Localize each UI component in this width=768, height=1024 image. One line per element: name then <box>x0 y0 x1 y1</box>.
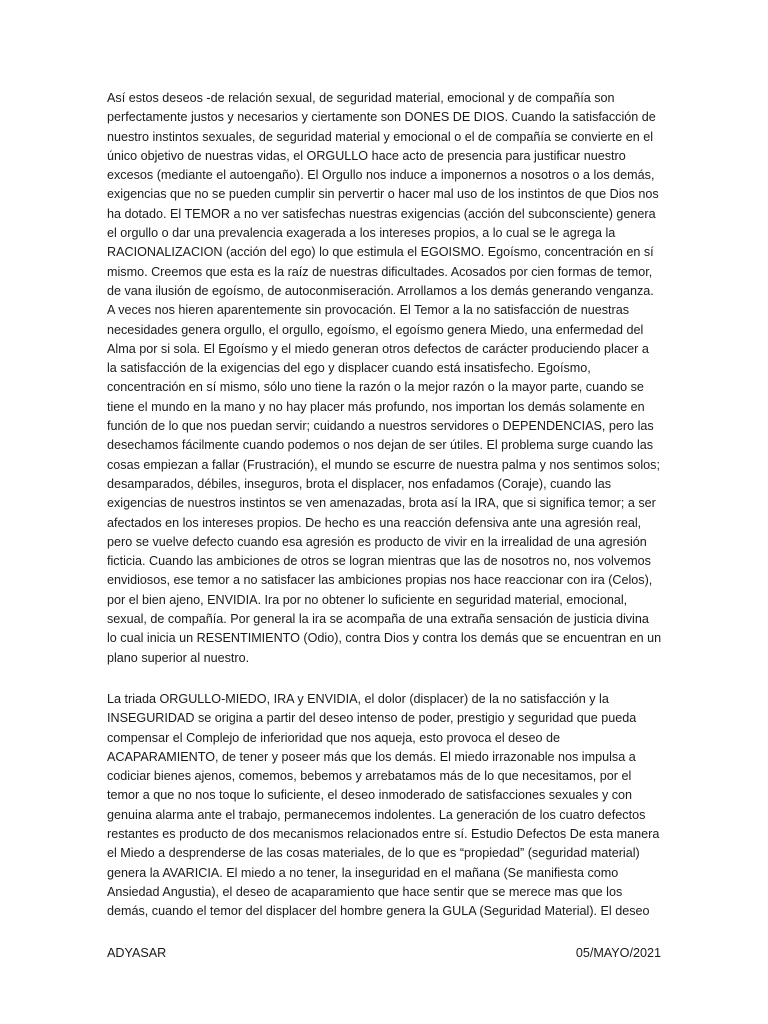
body-paragraph-1: Así estos deseos -de relación sexual, de seguridad material, emocional y de compañía son perfectamente justos y necesarios y ciertamente son DONES DE DIOS. Cuando la satisfacción de nuestro instintos sexuales, de seguridad material y emocional o el de compañía se convierte en el único objetivo de nuestras vidas, el ORGULLO hace acto de presencia para justificar nuestro excesos (mediante el autoengaño). El Orgullo nos induce a imponernos a nosotros o a los demás, exigencias que no se pueden cumplir sin pervertir o hacer mal uso de los instintos de que Dios nos ha dotado. El TEMOR a no ver satisfechas nuestras exigencias (acción del subconsciente) genera el orgullo o dar una prevalencia exagerada a los intereses propios, a lo cual se le agrega la RACIONALIZACION (acción del ego) lo que estimula el EGOISMO. Egoísmo, concentración en sí mismo. Creemos que esta es la raíz de nuestras dificultades. Acosados por cien formas de temor, de vana ilusión de egoísmo, de autoconmiseración. Arrollamos a los demás generando venganza. A veces nos hieren aparentemente sin provocación. El Temor a la no satisfacción de nuestras necesidades genera orgullo, el orgullo, egoísmo, el egoísmo genera Miedo, una enfermedad del Alma por si sola. El Egoísmo y el miedo generan otros defectos de carácter produciendo placer a la satisfacción de la exigencias del ego y displacer cuando está insatisfecho. Egoísmo, concentración en sí mismo, sólo uno tiene la razón o la mejor razón o la mayor parte, cuando se tiene el mundo en la mano y no hay placer más profundo, nos importan los demás solamente en función de lo que nos puedan servir; cuidando a nuestros servidores o DEPENDENCIAS, pero las desechamos fácilmente cuando podemos o nos dejan de ser útiles. El problema surge cuando las cosas empiezan a fallar (Frustración), el mundo se escurre de nuestra palma y nos sentimos solos; desamparados, débiles, inseguros, brota el displacer, nos enfadamos (Coraje), cuando las exigencias de nuestros instintos se ven amenazadas, brota así la IRA, que si significa temor; a ser afectados en los intereses propios. De hecho es una reacción defensiva ante una agresión real, pero se vuelve defecto cuando esa agresión es producto de vivir en la irrealidad de una agresión ficticia. Cuando las ambiciones de otros se logran mientras que las de nosotros no, nos volvemos envidiosos, ese temor a no satisfacer las ambiciones propias nos hace reaccionar con ira (Celos), por el bien ajeno, ENVIDIA. Ira por no obtener lo suficiente en seguridad material, emocional, sexual, de compañía. Por general la ira se acompaña de una extraña sensación de justicia divina lo cual inicia un RESENTIMIENTO (Odio), contra Dios y contra los demás que se encuentran en un plano superior al nuestro. <box>107 91 662 665</box>
footer-author: ADYASAR <box>107 946 167 960</box>
body-paragraph-2: La triada ORGULLO-MIEDO, IRA y ENVIDIA, el dolor (displacer) de la no satisfacción y la INSEGURIDAD se origina a partir del deseo intenso de poder, prestigio y seguridad que pueda compensar el Complejo de inferioridad que nos aqueja, esto provoca el deseo de ACAPARAMIENTO, de tener y poseer más que los demás. El miedo irrazonable nos impulsa a codiciar bienes ajenos, comemos, bebemos y arrebatamos más de lo que necesitamos, por el temor a que no nos toque lo suficiente, el deseo inmoderado de satisfacciones sexuales y con genuina alarma ante el trabajo, permanecemos indolentes. La generación de los cuatro defectos restantes es producto de dos mecanismos relacionados entre sí. Estudio Defectos De esta manera el Miedo a desprenderse de las cosas materiales, de lo que es “propiedad” (seguridad material) genera la AVARICIA. El miedo a no tener, la inseguridad en el mañana (Se manifiesta como Ansiedad Angustia), el deseo de acaparamiento que hace sentir que se merece mas que los demás, cuando el temor del displacer del hombre genera la GULA (Seguridad Material). El deseo <box>107 692 660 919</box>
footer-date: 05/MAYO/2021 <box>575 946 661 960</box>
